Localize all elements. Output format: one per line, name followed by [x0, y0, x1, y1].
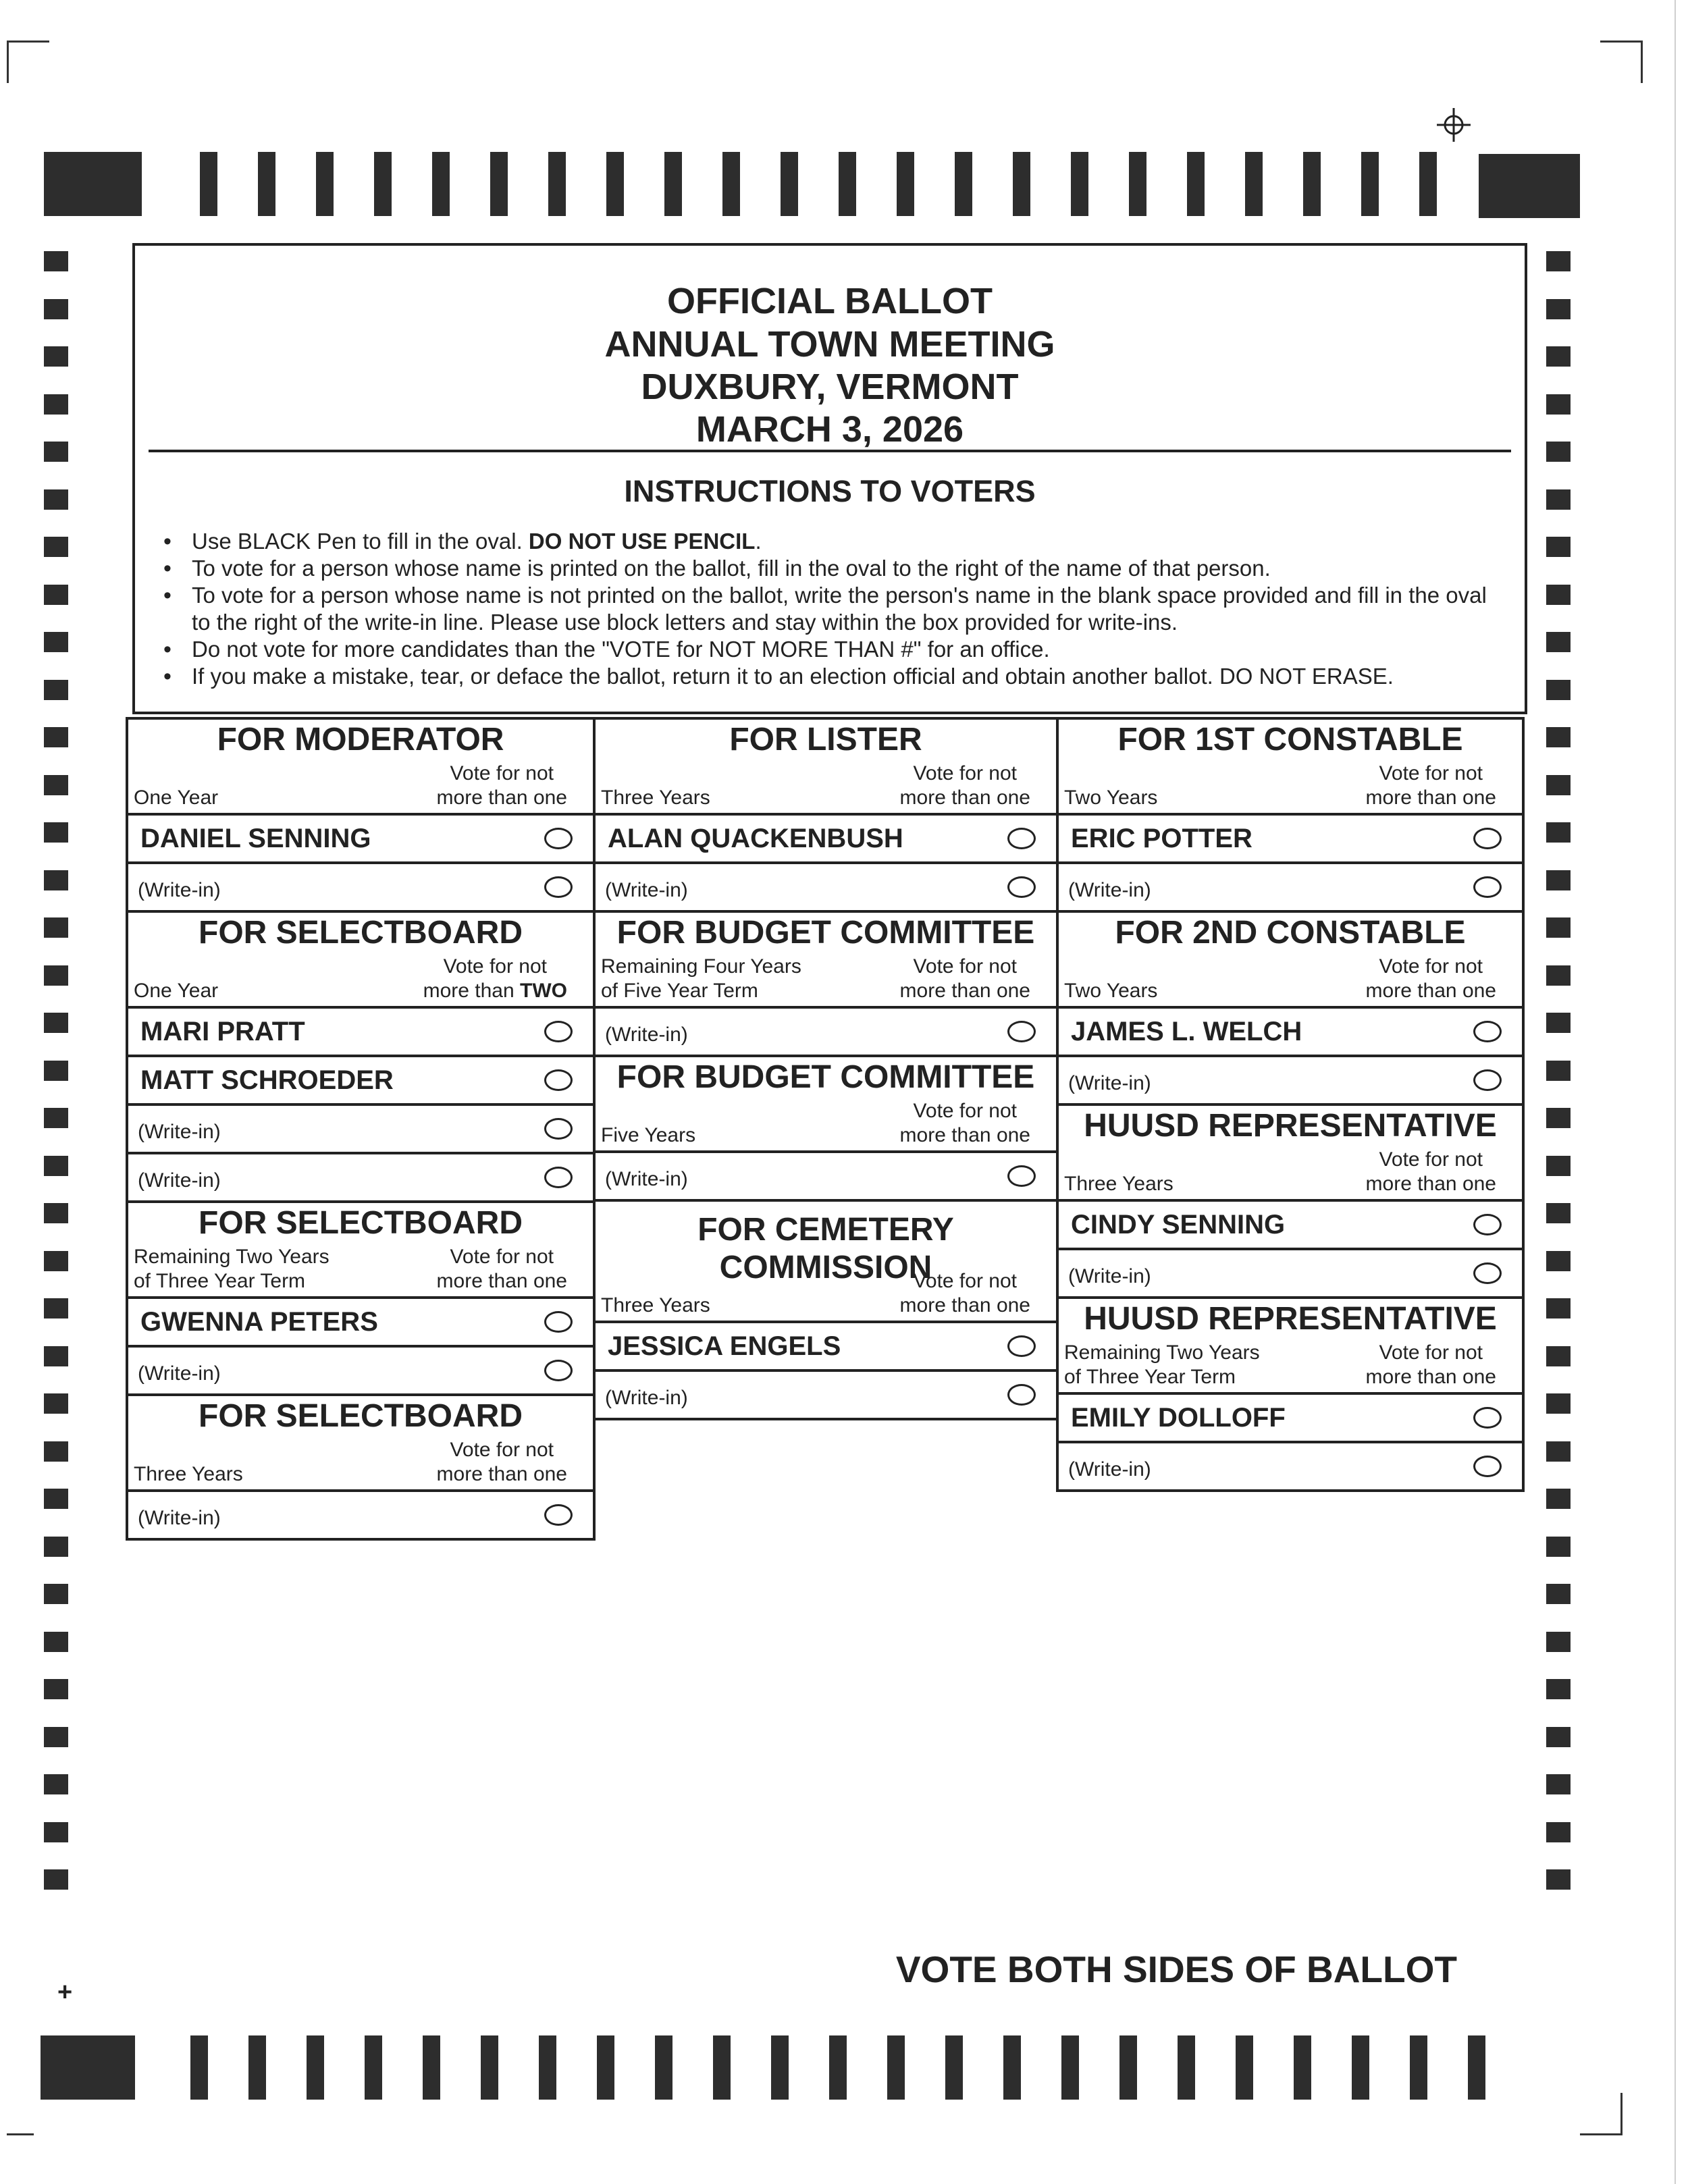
timing-mark — [1546, 965, 1571, 986]
office-header-cemetery-commission — [596, 1199, 1056, 1321]
timing-mark — [1546, 489, 1571, 510]
timing-mark-block — [44, 152, 142, 216]
write-in-label: (Write-in) — [138, 1169, 221, 1192]
vote-oval[interactable] — [1007, 1021, 1036, 1042]
ballot-column-1 — [126, 717, 596, 1541]
write-in-row[interactable] — [596, 1006, 1056, 1055]
instruction-item: • Use BLACK Pen to fill in the oval. DO NOT USE PENCIL. — [154, 528, 1507, 555]
divider — [149, 450, 1511, 452]
write-in-row[interactable] — [128, 861, 593, 910]
timing-mark — [44, 1298, 68, 1319]
timing-mark — [1468, 2035, 1485, 2100]
timing-mark — [481, 2035, 498, 2100]
vote-oval[interactable] — [1473, 1407, 1502, 1429]
write-in-label: (Write-in) — [138, 1507, 221, 1529]
timing-mark — [1546, 1393, 1571, 1414]
timing-mark — [897, 152, 914, 216]
timing-mark — [44, 1203, 68, 1223]
ballot-column-2 — [593, 717, 1059, 1420]
timing-mark — [423, 2035, 440, 2100]
timing-mark — [44, 537, 68, 557]
write-in-row[interactable] — [1059, 1248, 1522, 1296]
vote-oval[interactable] — [544, 1021, 573, 1042]
vote-limit: Vote for not more than one — [899, 1100, 1030, 1146]
timing-mark — [365, 2035, 382, 2100]
office-title: FOR BUDGET COMMITTEE — [616, 1059, 1035, 1095]
timing-mark — [44, 1632, 68, 1652]
office-term: Five Years — [601, 1124, 696, 1146]
timing-mark — [44, 1584, 68, 1604]
candidate-name: JAMES L. WELCH — [1071, 1017, 1302, 1046]
timing-mark — [1419, 152, 1437, 216]
timing-mark — [374, 152, 392, 216]
write-in-row[interactable] — [128, 1152, 593, 1200]
timing-mark — [1294, 2035, 1311, 2100]
timing-mark — [44, 489, 68, 510]
office-header-lister — [596, 717, 1056, 813]
office-title: FOR CEMETERY COMMISSION — [697, 1212, 954, 1285]
instructions-list — [154, 528, 1507, 690]
office-term: One Year — [134, 787, 219, 809]
timing-mark — [771, 2035, 789, 2100]
office-term: Two Years — [1064, 787, 1158, 809]
vote-oval[interactable] — [544, 876, 573, 898]
timing-mark — [44, 251, 68, 271]
candidate-name: MATT SCHROEDER — [140, 1065, 394, 1095]
office-title: HUUSD REPRESENTATIVE — [1084, 1108, 1497, 1144]
timing-mark — [44, 299, 68, 319]
vote-limit: Vote for not more than one — [899, 955, 1030, 1002]
vote-limit: Vote for not more than one — [1365, 1148, 1496, 1195]
ballot-date: MARCH 3, 2026 — [695, 409, 964, 450]
timing-mark — [1119, 2035, 1137, 2100]
office-term: Remaining Two Years of Three Year Term — [1064, 1341, 1260, 1388]
timing-mark — [44, 1727, 68, 1747]
timing-mark — [1410, 2035, 1427, 2100]
timing-mark — [1303, 152, 1321, 216]
vote-oval[interactable] — [1007, 1335, 1036, 1357]
instruction-item: • To vote for a person whose name is printed on the ballot, fill in the oval to the right of the name of that person. — [154, 555, 1507, 582]
office-header-selectboard — [128, 1393, 593, 1489]
write-in-label: (Write-in) — [1068, 1458, 1151, 1481]
corner-mark-bottom-right — [1580, 2093, 1623, 2135]
timing-mark — [200, 152, 217, 216]
timing-mark — [539, 2035, 556, 2100]
timing-mark — [44, 1013, 68, 1033]
instructions-title: INSTRUCTIONS TO VOTERS — [624, 474, 1036, 508]
vote-limit: Vote for not more than one — [436, 1246, 567, 1292]
instruction-item: • To vote for a person whose name is not printed on the ballot, write the person's name in the blank space provided and fill in the oval to the right of the write-in line. Please use block letters and stay within the box provided for write-ins. — [154, 582, 1507, 636]
timing-mark — [1361, 152, 1379, 216]
corner-mark-top-left — [7, 41, 49, 83]
timing-mark — [307, 2035, 324, 2100]
timing-mark — [655, 2035, 672, 2100]
timing-mark — [44, 1489, 68, 1509]
vote-oval[interactable] — [1007, 1384, 1036, 1406]
ballot-subtitle: ANNUAL TOWN MEETING — [604, 324, 1055, 365]
vote-oval[interactable] — [544, 1069, 573, 1091]
timing-mark — [1546, 346, 1571, 367]
timing-mark-block — [1479, 154, 1580, 218]
timing-mark — [781, 152, 798, 216]
timing-mark — [548, 152, 566, 216]
plus-registration-mark: + — [57, 1978, 73, 2006]
timing-mark — [1546, 537, 1571, 557]
timing-mark — [1129, 152, 1146, 216]
write-in-row[interactable] — [596, 861, 1056, 910]
vote-limit: Vote for not more than one — [436, 1439, 567, 1485]
timing-mark — [713, 2035, 731, 2100]
office-header-moderator — [128, 717, 593, 813]
timing-mark — [722, 152, 740, 216]
timing-mark — [945, 2035, 963, 2100]
write-in-row[interactable] — [128, 1103, 593, 1152]
timing-mark — [1546, 1061, 1571, 1081]
timing-mark — [44, 394, 68, 415]
crosshair-icon — [1437, 105, 1471, 145]
office-title: FOR SELECTBOARD — [199, 1205, 523, 1241]
timing-mark — [1546, 680, 1571, 700]
timing-mark — [1546, 775, 1571, 795]
timing-mark — [606, 152, 624, 216]
timing-mark — [1546, 585, 1571, 605]
timing-mark — [44, 965, 68, 986]
vote-oval[interactable] — [544, 1118, 573, 1140]
office-title: FOR LISTER — [729, 722, 922, 757]
vote-oval[interactable] — [1007, 1165, 1036, 1187]
candidate-name: DANIEL SENNING — [140, 824, 371, 853]
candidate-row[interactable] — [1059, 813, 1522, 861]
timing-mark — [1071, 152, 1088, 216]
office-term: Three Years — [601, 787, 710, 809]
office-title: HUUSD REPRESENTATIVE — [1084, 1301, 1497, 1337]
timing-mark — [1546, 917, 1571, 938]
timing-mark — [1003, 2035, 1021, 2100]
timing-mark — [1187, 152, 1205, 216]
timing-mark — [44, 585, 68, 605]
page-edge — [1674, 0, 1676, 2184]
vote-limit: Vote for not more than one — [899, 1270, 1030, 1316]
timing-mark — [1546, 394, 1571, 415]
write-in-row[interactable] — [1059, 1441, 1522, 1489]
write-in-label: (Write-in) — [138, 879, 221, 901]
write-in-label: (Write-in) — [605, 1387, 688, 1409]
timing-mark — [44, 1537, 68, 1557]
write-in-label: (Write-in) — [138, 1362, 221, 1385]
write-in-label: (Write-in) — [1068, 879, 1151, 901]
vote-oval[interactable] — [1007, 876, 1036, 898]
timing-mark — [44, 1774, 68, 1794]
timing-mark — [44, 1108, 68, 1128]
timing-mark — [664, 152, 682, 216]
candidate-name: JESSICA ENGELS — [608, 1331, 841, 1361]
timing-mark — [44, 822, 68, 843]
write-in-label: (Write-in) — [138, 1121, 221, 1143]
corner-mark-bottom-left — [7, 2133, 34, 2137]
timing-mark — [44, 346, 68, 367]
timing-mark — [1546, 1203, 1571, 1223]
timing-mark — [44, 1393, 68, 1414]
office-term: Three Years — [601, 1294, 710, 1316]
ballot-title: OFFICIAL BALLOT — [667, 281, 993, 321]
office-header-huusd-representative — [1059, 1296, 1522, 1392]
office-header-selectboard — [128, 910, 593, 1006]
timing-mark — [44, 1061, 68, 1081]
timing-mark — [1546, 1774, 1571, 1794]
timing-mark — [839, 152, 856, 216]
vote-oval[interactable] — [1473, 1021, 1502, 1042]
corner-mark-top-right — [1600, 41, 1643, 83]
timing-mark-block — [41, 2035, 135, 2100]
timing-mark — [44, 917, 68, 938]
vote-oval[interactable] — [1007, 828, 1036, 849]
candidate-row[interactable] — [128, 1296, 593, 1345]
timing-mark — [44, 1251, 68, 1271]
office-header-1st-constable — [1059, 717, 1522, 813]
vote-limit: Vote for not more than one — [1365, 955, 1496, 1002]
ballot-town: DUXBURY, VERMONT — [641, 367, 1019, 407]
write-in-row[interactable] — [1059, 861, 1522, 910]
candidate-row[interactable] — [596, 1321, 1056, 1369]
timing-mark — [1178, 2035, 1195, 2100]
instruction-item: • Do not vote for more candidates than the "VOTE for NOT MORE THAN #" for an office. — [154, 636, 1507, 663]
timing-mark — [1546, 1013, 1571, 1033]
write-in-label: (Write-in) — [1068, 1072, 1151, 1094]
timing-mark — [1546, 1346, 1571, 1366]
vote-oval[interactable] — [1473, 1456, 1502, 1477]
office-header-selectboard — [128, 1200, 593, 1296]
timing-mark — [1546, 1298, 1571, 1319]
office-title: FOR 1ST CONSTABLE — [1117, 722, 1463, 757]
timing-mark — [597, 2035, 614, 2100]
vote-oval[interactable] — [544, 828, 573, 849]
timing-mark — [1546, 1727, 1571, 1747]
vote-oval[interactable] — [1473, 876, 1502, 898]
candidate-row[interactable] — [128, 1055, 593, 1103]
office-title: FOR MODERATOR — [217, 722, 504, 757]
timing-mark — [44, 727, 68, 747]
timing-mark — [829, 2035, 847, 2100]
candidate-row[interactable] — [1059, 1006, 1522, 1055]
candidate-row[interactable] — [1059, 1392, 1522, 1441]
ballot-header — [132, 243, 1527, 714]
write-in-row[interactable] — [128, 1345, 593, 1393]
vote-oval[interactable] — [544, 1311, 573, 1333]
candidate-row[interactable] — [128, 1006, 593, 1055]
office-term: Three Years — [134, 1463, 243, 1485]
candidate-row[interactable] — [1059, 1199, 1522, 1248]
timing-mark — [1546, 1441, 1571, 1462]
office-header-2nd-constable — [1059, 910, 1522, 1006]
office-title: FOR SELECTBOARD — [199, 915, 523, 951]
office-term: Remaining Two Years of Three Year Term — [134, 1246, 329, 1292]
write-in-label: (Write-in) — [605, 1023, 688, 1046]
timing-mark — [1546, 1108, 1571, 1128]
timing-mark — [44, 1679, 68, 1699]
timing-mark — [887, 2035, 905, 2100]
office-title: FOR BUDGET COMMITTEE — [616, 915, 1035, 951]
timing-mark — [1546, 727, 1571, 747]
office-term: One Year — [134, 980, 219, 1002]
timing-mark — [1236, 2035, 1253, 2100]
timing-mark — [44, 1441, 68, 1462]
office-header-huusd-representative — [1059, 1103, 1522, 1199]
timing-mark — [1546, 1489, 1571, 1509]
footer-notice: VOTE BOTH SIDES OF BALLOT — [895, 1948, 1457, 1990]
vote-limit: Vote for not more than one — [1365, 1341, 1496, 1388]
timing-mark — [1546, 251, 1571, 271]
timing-mark — [432, 152, 450, 216]
timing-mark — [1352, 2035, 1369, 2100]
timing-mark — [248, 2035, 266, 2100]
timing-mark — [44, 775, 68, 795]
timing-mark — [44, 1156, 68, 1176]
write-in-label: (Write-in) — [605, 1168, 688, 1190]
write-in-label: (Write-in) — [1068, 1265, 1151, 1287]
timing-mark — [955, 152, 972, 216]
timing-mark — [1546, 822, 1571, 843]
candidate-name: ALAN QUACKENBUSH — [608, 824, 903, 853]
office-header-budget-committee — [596, 910, 1056, 1006]
vote-limit: Vote for not more than one — [899, 762, 1030, 809]
timing-mark — [1245, 152, 1263, 216]
candidate-name: GWENNA PETERS — [140, 1307, 378, 1337]
office-term: Three Years — [1064, 1173, 1173, 1195]
vote-oval[interactable] — [1473, 1069, 1502, 1091]
candidate-name: MARI PRATT — [140, 1017, 305, 1046]
vote-oval[interactable] — [1473, 1262, 1502, 1284]
timing-mark — [44, 442, 68, 462]
office-term: Two Years — [1064, 980, 1158, 1002]
timing-mark — [1546, 1251, 1571, 1271]
vote-oval[interactable] — [544, 1167, 573, 1188]
timing-mark — [1546, 870, 1571, 890]
office-title: FOR SELECTBOARD — [199, 1398, 523, 1434]
timing-mark — [44, 1822, 68, 1842]
write-in-row[interactable] — [596, 1369, 1056, 1418]
timing-mark — [1061, 2035, 1079, 2100]
timing-mark — [1546, 1156, 1571, 1176]
timing-mark — [1013, 152, 1030, 216]
timing-mark — [44, 1346, 68, 1366]
write-in-label: (Write-in) — [605, 879, 688, 901]
timing-mark — [258, 152, 275, 216]
timing-mark — [44, 870, 68, 890]
ballot-column-3 — [1056, 717, 1525, 1492]
instruction-item: • If you make a mistake, tear, or deface the ballot, return it to an election official and obtain another ballot. DO NOT ERASE. — [154, 663, 1507, 690]
candidate-row[interactable] — [596, 813, 1056, 861]
timing-mark — [1546, 1632, 1571, 1652]
vote-limit: Vote for not more than TWO — [423, 955, 567, 1002]
timing-mark — [190, 2035, 208, 2100]
timing-mark — [44, 1869, 68, 1890]
candidate-name: CINDY SENNING — [1071, 1210, 1286, 1240]
write-in-row[interactable] — [596, 1150, 1056, 1199]
timing-mark — [316, 152, 334, 216]
timing-mark — [1546, 299, 1571, 319]
vote-limit: Vote for not more than one — [1365, 762, 1496, 809]
candidate-row[interactable] — [128, 813, 593, 861]
vote-oval[interactable] — [1473, 1214, 1502, 1235]
timing-mark — [490, 152, 508, 216]
vote-oval[interactable] — [544, 1360, 573, 1381]
write-in-row[interactable] — [1059, 1055, 1522, 1103]
write-in-row[interactable] — [128, 1489, 593, 1538]
timing-mark — [44, 632, 68, 652]
candidate-name: ERIC POTTER — [1071, 824, 1252, 853]
timing-mark — [1546, 632, 1571, 652]
timing-mark — [1546, 1537, 1571, 1557]
vote-oval[interactable] — [544, 1504, 573, 1526]
office-term: Remaining Four Years of Five Year Term — [601, 955, 801, 1002]
timing-mark — [1546, 1679, 1571, 1699]
timing-mark — [44, 680, 68, 700]
timing-mark — [1546, 442, 1571, 462]
vote-limit: Vote for not more than one — [436, 762, 567, 809]
office-title: FOR 2ND CONSTABLE — [1115, 915, 1466, 951]
timing-mark — [1546, 1822, 1571, 1842]
timing-mark — [1546, 1584, 1571, 1604]
timing-mark — [1546, 1869, 1571, 1890]
office-header-budget-committee — [596, 1055, 1056, 1150]
candidate-name: EMILY DOLLOFF — [1071, 1403, 1286, 1433]
vote-oval[interactable] — [1473, 828, 1502, 849]
